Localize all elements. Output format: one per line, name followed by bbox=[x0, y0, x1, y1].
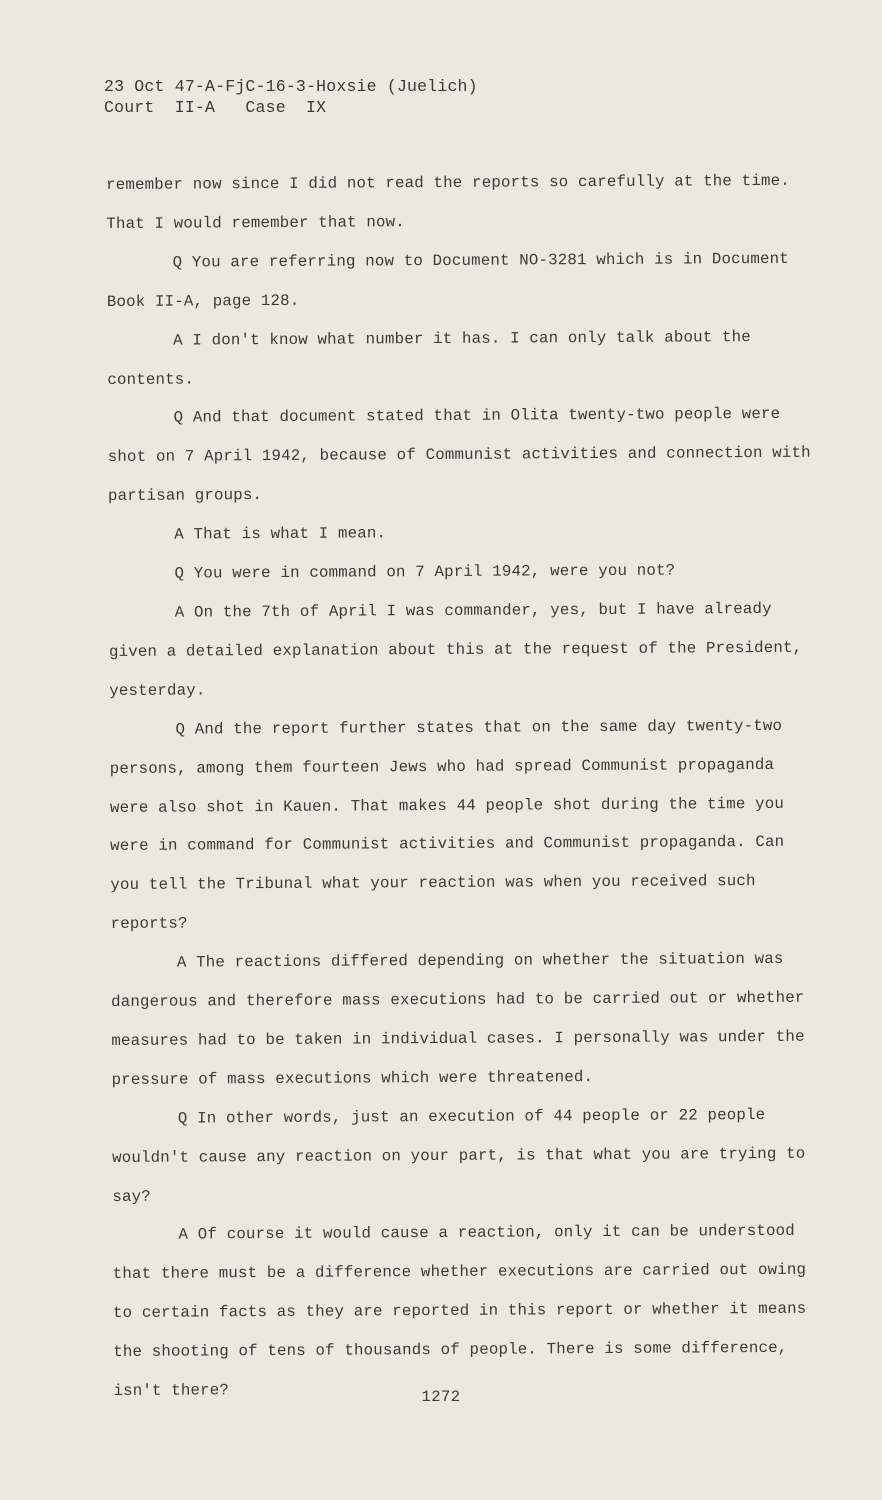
page-number: 1272 bbox=[421, 1388, 461, 1406]
paragraph-question: Q You are referring now to Document NO-3281 which is in Document Book II-A, page 128. bbox=[106, 249, 789, 311]
paragraph-answer: A I don't know what number it has. I can only talk about the contents. bbox=[107, 327, 751, 389]
paragraph-answer: A On the 7th of April I was commander, yes, but I have already given a detailed explanation about this at the request of the President, yesterday. bbox=[108, 599, 803, 700]
header-court-case-line: Court II-A Case IX bbox=[104, 98, 327, 117]
paragraph-answer: A Of course it would cause a reaction, only it can be understood that there must be a difference whether executions are carried out owing to certain facts as they are reported in this report or whether it means the shooting of tens of thousands of people. There is some difference, isn't there? bbox=[112, 1222, 807, 1401]
paragraph-question: Q And that document stated that in Olita twenty-two people were shot on 7 April 1942, because of Communist activities and connection with partisan groups. bbox=[107, 405, 811, 506]
paragraph-answer: A The reactions differed depending on whether the situation was dangerous and therefore mass executions had to be carried out or whether measures had to be taken in individual cases. I personally was under the pressure of mass executions which were threatened. bbox=[111, 950, 805, 1089]
header-reference-line: 23 Oct 47-A-FjC-16-3-Hoxsie (Juelich) bbox=[104, 77, 478, 96]
paragraph-question: Q You were in command on 7 April 1942, were you not? bbox=[174, 561, 676, 583]
paragraph-continuation: remember now since I did not read the reports so carefully at the time. That I would remember that now. bbox=[106, 171, 790, 233]
paragraph-answer: A That is what I mean. bbox=[174, 524, 387, 544]
transcript-body bbox=[106, 162, 826, 1411]
paragraph-question: Q In other words, just an execution of 44 people or 22 people wouldn't cause any reaction on your part, is that what you are trying to say? bbox=[112, 1105, 806, 1206]
paragraph-question: Q And the report further states that on the same day twenty-two persons, among them fourteen Jews who had spread Communist propaganda were also shot in Kauen. That makes 44 people shot during the time you were in command for Communist activities and Communist propaganda. Can you tell the Tribunal what your reaction was when you received such reports? bbox=[109, 716, 785, 934]
document-header bbox=[104, 76, 478, 118]
